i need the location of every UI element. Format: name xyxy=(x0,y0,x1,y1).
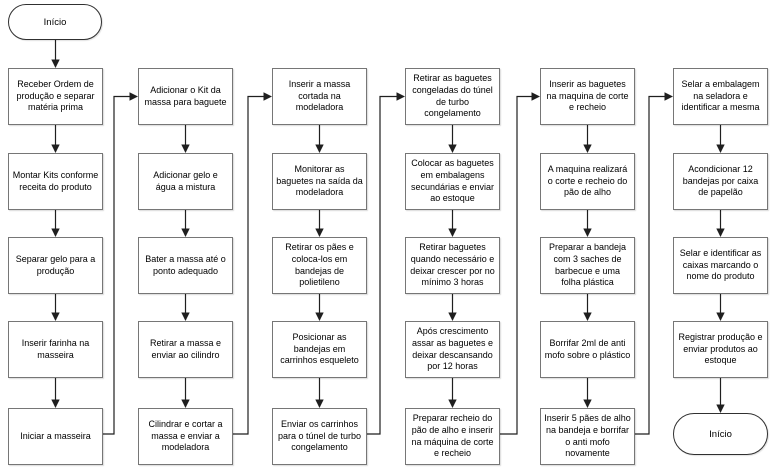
flow-step-c2-r3: Bater a massa até o ponto adequado xyxy=(138,237,233,294)
connector-line xyxy=(500,97,533,435)
flow-step-c6-r3: Selar e identificar as caixas marcando o nome do produto xyxy=(673,237,768,294)
flow-step-c2-r1: Adicionar o Kit da massa para baguete xyxy=(138,68,233,125)
flow-step-c2-r4: Retirar a massa e enviar ao cilindro xyxy=(138,321,233,378)
connector-line xyxy=(635,97,666,435)
flow-step-c1-r5: Iniciar a masseira xyxy=(8,408,103,465)
arrowhead-down xyxy=(716,229,724,238)
flow-step-c6-r2: Acondicionar 12 bandejas por caixa de papelão xyxy=(673,153,768,210)
arrowhead-down xyxy=(51,313,59,322)
flow-step-c4-r3: Retirar baguetes quando necessário e deixar crescer por no mínimo 3 horas xyxy=(405,237,500,294)
arrowhead-down xyxy=(448,313,456,322)
arrowhead-down xyxy=(716,145,724,154)
arrowhead-down xyxy=(181,313,189,322)
start-terminal: Início xyxy=(8,4,102,40)
flow-step-c3-r4: Posicionar as bandejas em carrinhos esqueleto xyxy=(272,321,367,378)
arrowhead-right xyxy=(264,92,273,100)
flow-step-c3-r1: Inserir a massa cortada na modeladora xyxy=(272,68,367,125)
arrowhead-right xyxy=(130,92,139,100)
arrowhead-down xyxy=(181,145,189,154)
flow-step-c1-r4: Inserir farinha na masseira xyxy=(8,321,103,378)
flow-step-c4-r2: Colocar as baguetes em embalagens secundárias e enviar ao estoque xyxy=(405,153,500,210)
flow-step-c1-r1: Receber Ordem de produção e separar matéria prima xyxy=(8,68,103,125)
flow-step-c5-r3: Preparar a bandeja com 3 saches de barbecue e uma folha plástica xyxy=(540,237,635,294)
arrowhead-down xyxy=(583,145,591,154)
flow-step-c3-r3: Retirar os pães e coloca-los em bandejas de polietileno xyxy=(272,237,367,294)
arrowhead-down xyxy=(448,145,456,154)
arrowhead-down xyxy=(315,313,323,322)
arrowhead-down xyxy=(583,400,591,409)
arrowhead-down xyxy=(315,145,323,154)
flow-step-c4-r5: Preparar recheio do pão de alho e inserir na máquina de corte e recheio xyxy=(405,408,500,465)
flow-step-c3-r2: Monitorar as baguetes na saída da modeladora xyxy=(272,153,367,210)
flow-step-c5-r4: Borrifar 2ml de anti mofo sobre o plástico xyxy=(540,321,635,378)
flow-step-c5-r2: A maquina realizará o corte e recheio do pão de alho xyxy=(540,153,635,210)
flow-step-c2-r5: Cilindrar e cortar a massa e enviar a modeladora xyxy=(138,408,233,465)
flow-step-c2-r2: Adicionar gelo e água a mistura xyxy=(138,153,233,210)
arrowhead-down xyxy=(583,229,591,238)
flow-step-c6-r4: Registrar produção e enviar produtos ao estoque xyxy=(673,321,768,378)
arrowhead-down xyxy=(583,313,591,322)
arrowhead-down xyxy=(51,400,59,409)
arrowhead-right xyxy=(397,92,406,100)
arrowhead-down xyxy=(51,229,59,238)
arrowhead-right xyxy=(532,92,541,100)
arrowhead-down xyxy=(51,60,59,69)
arrowhead-down xyxy=(181,400,189,409)
flow-step-c1-r3: Separar gelo para a produção xyxy=(8,237,103,294)
flow-step-c5-r5: Inserir 5 pães de alho na bandeja e borrifar o anti mofo novamente xyxy=(540,408,635,465)
arrowhead-down xyxy=(315,229,323,238)
flow-step-c6-r1: Selar a embalagem na seladora e identificar a mesma xyxy=(673,68,768,125)
end-terminal: Início xyxy=(673,413,768,455)
connector-line xyxy=(367,97,398,435)
arrowhead-down xyxy=(315,400,323,409)
connector-line xyxy=(103,97,131,435)
flow-step-c1-r2: Montar Kits conforme receita do produto xyxy=(8,153,103,210)
arrowhead-right xyxy=(665,92,674,100)
arrowhead-down xyxy=(51,145,59,154)
flow-step-c3-r5: Enviar os carrinhos para o túnel de turbo congelamento xyxy=(272,408,367,465)
arrowhead-down xyxy=(716,313,724,322)
flow-step-c4-r1: Retirar as baguetes congeladas do túnel de turbo congelamento xyxy=(405,68,500,125)
arrowhead-down xyxy=(448,229,456,238)
flow-step-c4-r4: Após crescimento assar as baguetes e deixar descansando por 12 horas xyxy=(405,321,500,378)
arrowhead-down xyxy=(716,405,724,414)
connector-line xyxy=(233,97,265,435)
arrowhead-down xyxy=(181,229,189,238)
arrowhead-down xyxy=(448,400,456,409)
flow-step-c5-r1: Inserir as baguetes na maquina de corte e recheio xyxy=(540,68,635,125)
